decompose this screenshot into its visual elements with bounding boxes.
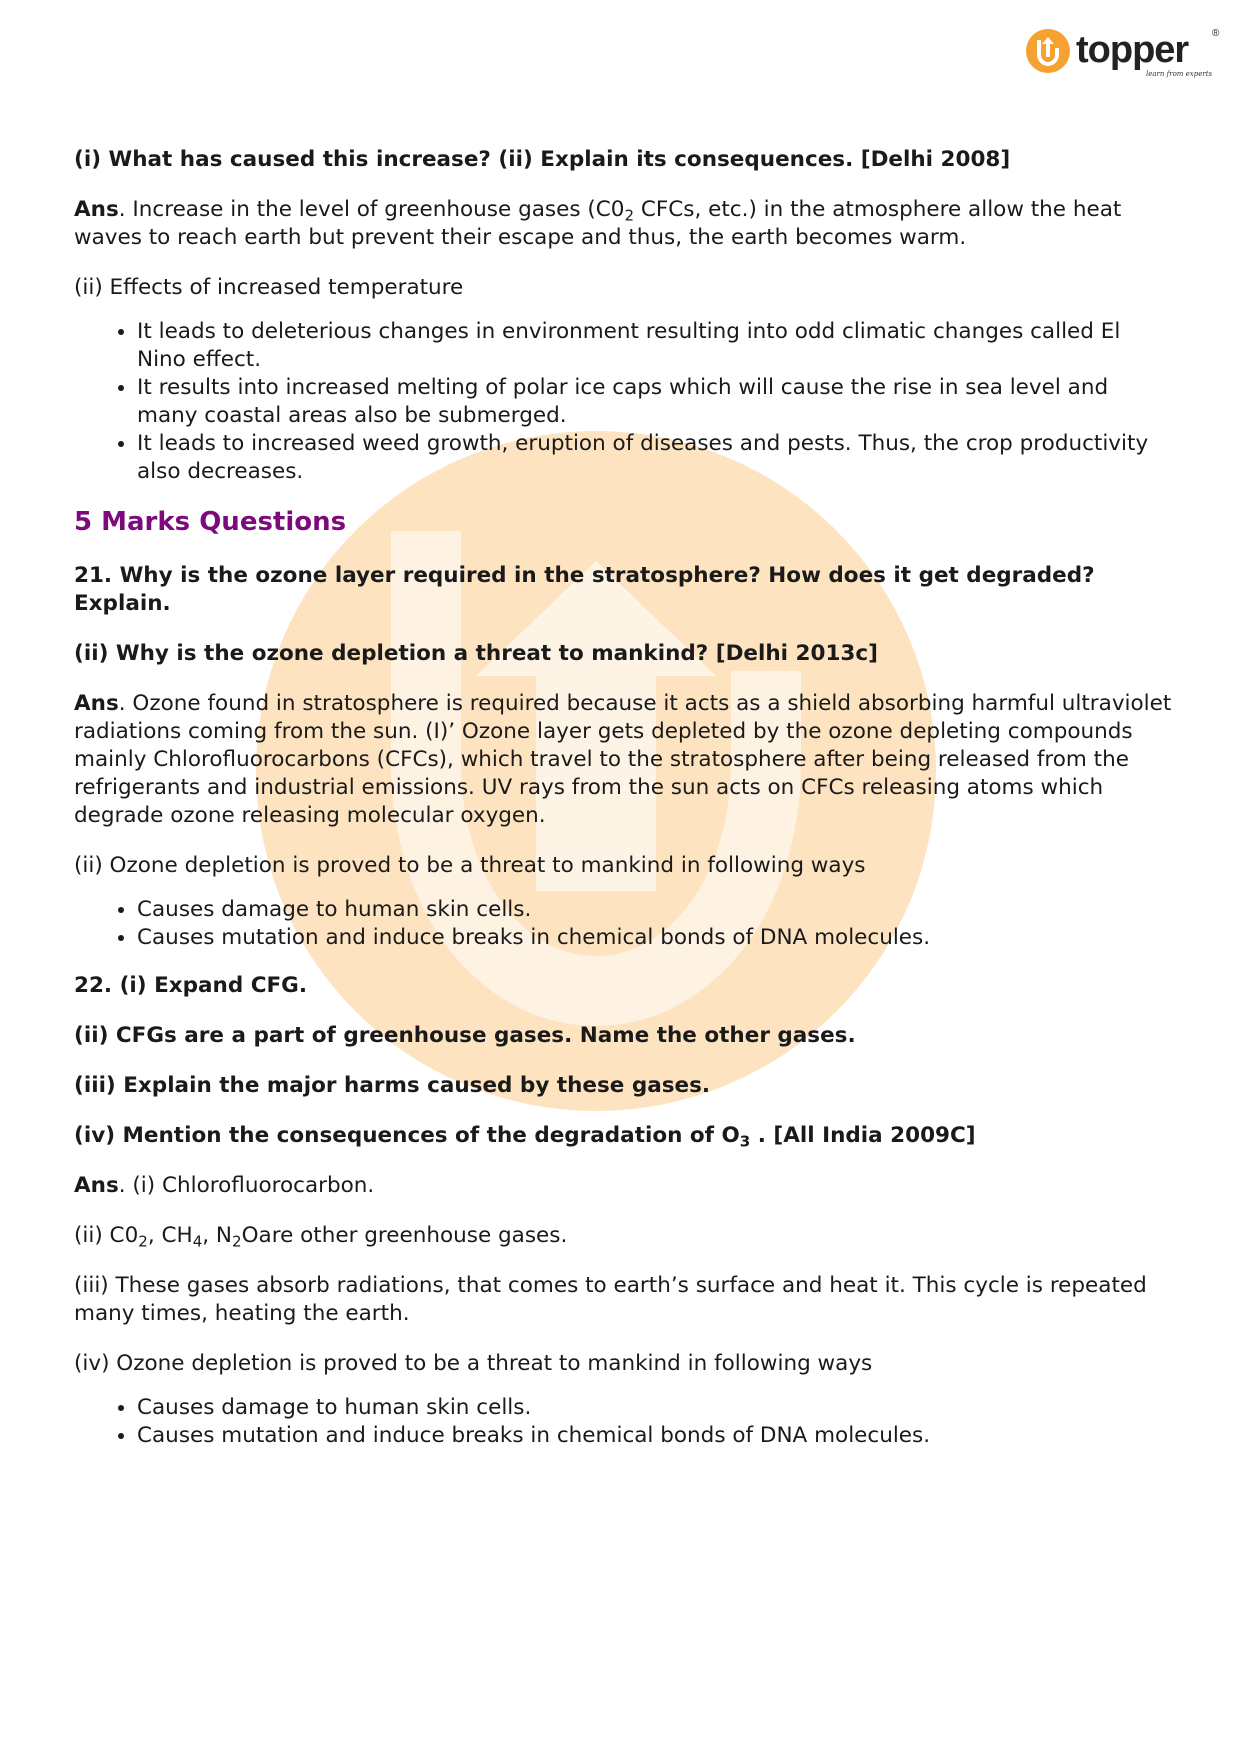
list-item: • It leads to deleterious changes in environment resulting into odd climatic changes called El Nino effect. (137, 318, 1174, 374)
answer-22-part-ii: (ii) $C0_2$, $CH_4$, $N_2Oare$ other greenhouse gases. (74, 1223, 568, 1251)
answer-22-bullets (74, 1394, 1174, 1450)
answer-21: Ans. Ozone found in stratosphere is required because it acts as a shield absorbing harmful ultraviolet radiations coming from the sun. (I)’ Ozone layer gets depleted by the ozone depleting compounds mainly Chlorofluorocarbons (CFCs), which travel to the stratosphere after being released from the refrigerants and industrial emissions. UV rays from the sun acts on CFCs releasing atoms which degrade ozone releasing molecular oxygen. (74, 691, 1172, 828)
logo-wordmark: topper (1076, 29, 1189, 71)
answer-1: Ans. Increase in the level of greenhouse gases ($C0_2$ CFCs, etc.) in the atmosphere allow the heat waves to reach earth but prevent their escape and thus, the earth becomes warm. (74, 197, 1122, 250)
question-22-part-i: 22. (i) Expand CFG. (74, 973, 307, 998)
answer-21-part-ii: (ii) Ozone depletion is proved to be a threat to mankind in following ways (74, 853, 866, 878)
list-item: • Causes mutation and induce breaks in chemical bonds of DNA molecules. (137, 1422, 1174, 1450)
answer-22-part-iii: (iii) These gases absorb radiations, that comes to earth’s surface and heat it. This cycle is repeated many times, heating the earth. (74, 1273, 1147, 1326)
answer-21-bullets (74, 896, 1174, 952)
logo-registered: ® (1212, 28, 1220, 39)
question-22-part-ii: (ii) CFGs are a part of greenhouse gases. Name the other gases. (74, 1023, 856, 1048)
answer-22-part-iv: (iv) Ozone depletion is proved to be a threat to mankind in following ways (74, 1351, 873, 1376)
list-item: • It leads to increased weed growth, eruption of diseases and pests. Thus, the crop productivity also decreases. (137, 430, 1174, 486)
list-item: • Causes mutation and induce breaks in chemical bonds of DNA molecules. (137, 924, 1174, 952)
question-top: (i) What has caused this increase? (ii) Explain its consequences. [Delhi 2008] (74, 147, 1011, 172)
question-22-part-iii: (iii) Explain the major harms caused by these gases. (74, 1073, 711, 1098)
question-21: 21. Why is the ozone layer required in the stratosphere? How does it get degraded? Explain. (74, 563, 1095, 616)
list-item: • Causes damage to human skin cells. (137, 1394, 1174, 1422)
answer-22-part-i: Ans. (i) Chlorofluorocarbon. (74, 1173, 375, 1198)
list-item: • Causes damage to human skin cells. (137, 896, 1174, 924)
answer-1-bullets (74, 318, 1174, 486)
question-21-part-ii: (ii) Why is the ozone depletion a threat to mankind? [Delhi 2013c] (74, 641, 878, 666)
topper-logo (1024, 24, 1220, 86)
list-item: • It results into increased melting of polar ice caps which will cause the rise in sea level and many coastal areas also be submerged. (137, 374, 1174, 430)
section-heading: 5 Marks Questions (74, 507, 347, 537)
document-body (74, 146, 1174, 1470)
logo-tagline: learn from experts (1146, 70, 1213, 78)
answer-1-part-ii: (ii) Effects of increased temperature (74, 275, 464, 300)
question-22-part-iv: (iv) Mention the consequences of the degradation of $O_3$ . [All India 2009C] (74, 1123, 976, 1151)
